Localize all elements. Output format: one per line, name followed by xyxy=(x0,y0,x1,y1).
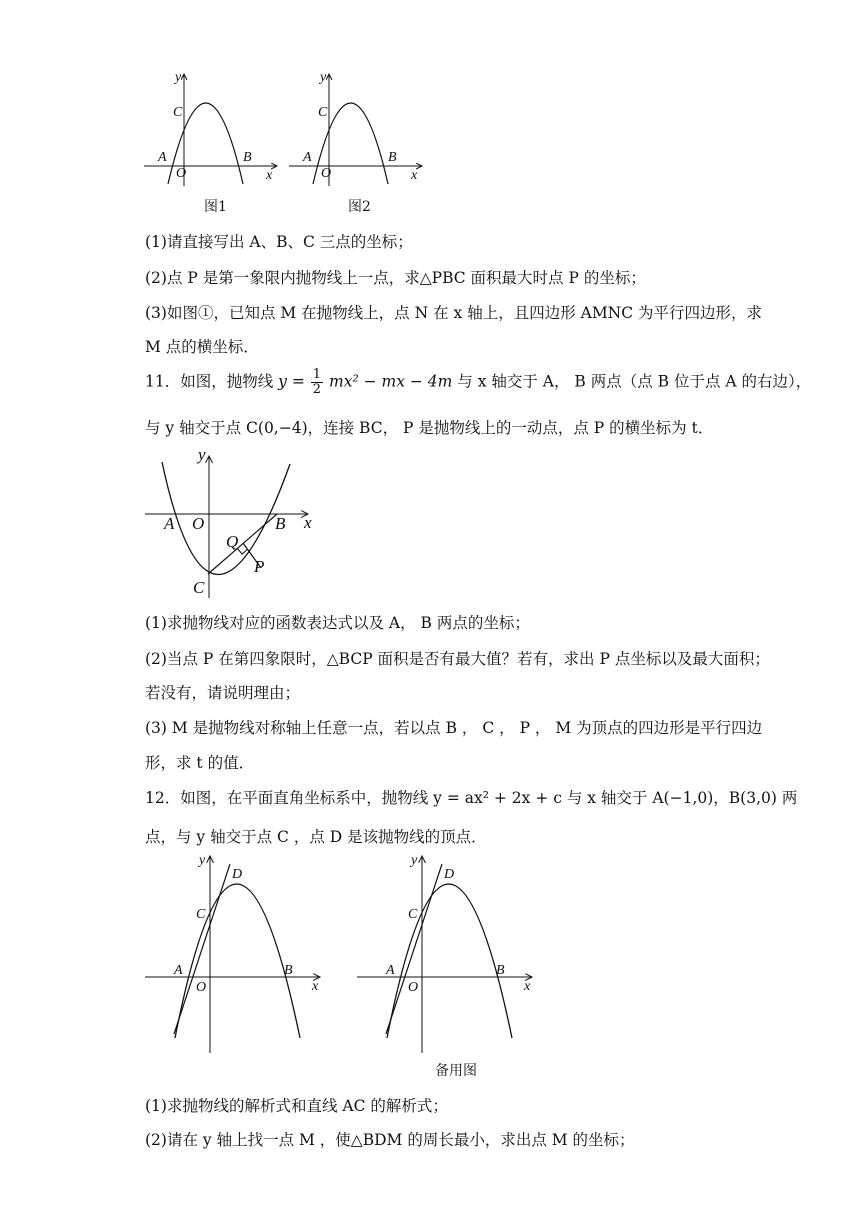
q11-intro-line2: 与 y 轴交于点 C(0,−4)，连接 BC， P 是抛物线上的一动点，点 P 的横坐标为 t． xyxy=(145,419,714,437)
label-o: O xyxy=(408,980,419,995)
line-ac xyxy=(386,864,442,1034)
q12-part1: (1)求抛物线的解析式和直线 AC 的解析式； xyxy=(145,1097,448,1115)
label-c: C xyxy=(318,105,328,120)
caption-backup: 备用图 xyxy=(435,1063,477,1079)
fraction-half: $\frac{1}{2}$ xyxy=(312,367,322,397)
segment-bc xyxy=(208,514,277,574)
q11-part2-line2: 若没有，请说明理由； xyxy=(145,684,301,702)
label-x: x xyxy=(411,168,418,183)
label-o: O xyxy=(196,980,207,995)
q11-part1: (1)求抛物线对应的函数表达式以及 A， B 两点的坐标； xyxy=(145,614,530,632)
label-b: B xyxy=(243,150,252,165)
caption-fig1: 图1 xyxy=(204,199,227,215)
label-d: D xyxy=(444,867,455,882)
q10-part3-line1: (3)如图①，已知点 M 在抛物线上，点 N 在 x 轴上，且四边形 AMNC 为平行四边形，求 xyxy=(145,304,763,322)
label-b: B xyxy=(496,963,505,978)
label-p: P xyxy=(254,557,265,576)
figure-1 xyxy=(140,68,285,188)
q12-intro-line2: 点，与 y 轴交于点 C ，点 D 是该抛物线的顶点． xyxy=(145,828,487,846)
q11-intro-line1: 11．如图，抛物线 y = $\frac{1}{2}$ mx² − mx − 4m 与 x 轴交于 A， B 两点（点 B 位于点 A 的右边）， xyxy=(145,367,812,397)
label-y: y xyxy=(320,70,327,85)
q10-part3-line2: M 点的横坐标． xyxy=(145,338,259,356)
q10-part2: (2)点 P 是第一象限内抛物线上一点，求△PBC 面积最大时点 P 的坐标； xyxy=(145,269,646,287)
label-x: x xyxy=(266,168,273,183)
label-x: x xyxy=(304,513,312,532)
q11-part3-line1: (3) M 是抛物线对称轴上任意一点，若以点 B ， C ， P ， M 为顶点的四边形是平行四边 xyxy=(145,719,763,737)
parabola xyxy=(387,884,512,1038)
q12-part2: (2)请在 y 轴上找一点 M ，使△BDM 的周长最小，求出点 M 的坐标； xyxy=(145,1131,635,1149)
label-y: y xyxy=(175,70,182,85)
caption-fig2: 图2 xyxy=(348,199,371,215)
label-o: O xyxy=(192,514,205,533)
label-x: x xyxy=(312,979,319,994)
q12-intro-line1: 12．如图，在平面直角坐标系中，抛物线 y = ax² + 2x + c 与 x 轴交于 A(−1,0)，B(3,0) 两 xyxy=(145,789,798,807)
label-y: y xyxy=(198,450,206,464)
label-q: Q xyxy=(226,532,239,551)
q10-part1: (1)请直接写出 A、B、C 三点的坐标； xyxy=(145,233,413,251)
label-a: A xyxy=(158,150,167,165)
q11-part2-line1: (2)当点 P 在第四象限时，△BCP 面积是否有最大值？若有，求出 P 点坐标以及最大面积； xyxy=(145,650,770,668)
label-o: O xyxy=(176,166,187,181)
right-angle-mark xyxy=(237,548,248,554)
label-o: O xyxy=(321,166,332,181)
figure-q12-main xyxy=(140,850,330,1055)
label-c: C xyxy=(196,907,206,922)
label-b: B xyxy=(275,514,286,533)
label-b: B xyxy=(284,963,293,978)
parabola xyxy=(175,884,300,1038)
label-c: C xyxy=(193,578,205,597)
label-c: C xyxy=(408,907,418,922)
label-a: A xyxy=(174,963,183,978)
label-a: A xyxy=(164,514,175,533)
label-a: A xyxy=(386,963,395,978)
label-x: x xyxy=(524,979,531,994)
label-y: y xyxy=(199,853,206,868)
figure-2 xyxy=(285,68,430,188)
q11-part3-line2: 形，求 t 的值． xyxy=(145,754,255,772)
line-ac xyxy=(174,864,230,1034)
label-a: A xyxy=(303,150,312,165)
label-b: B xyxy=(388,150,397,165)
label-c: C xyxy=(173,105,183,120)
label-y: y xyxy=(411,853,418,868)
figure-q12-backup xyxy=(352,850,542,1055)
label-d: D xyxy=(232,867,243,882)
figure-q11 xyxy=(140,450,330,600)
